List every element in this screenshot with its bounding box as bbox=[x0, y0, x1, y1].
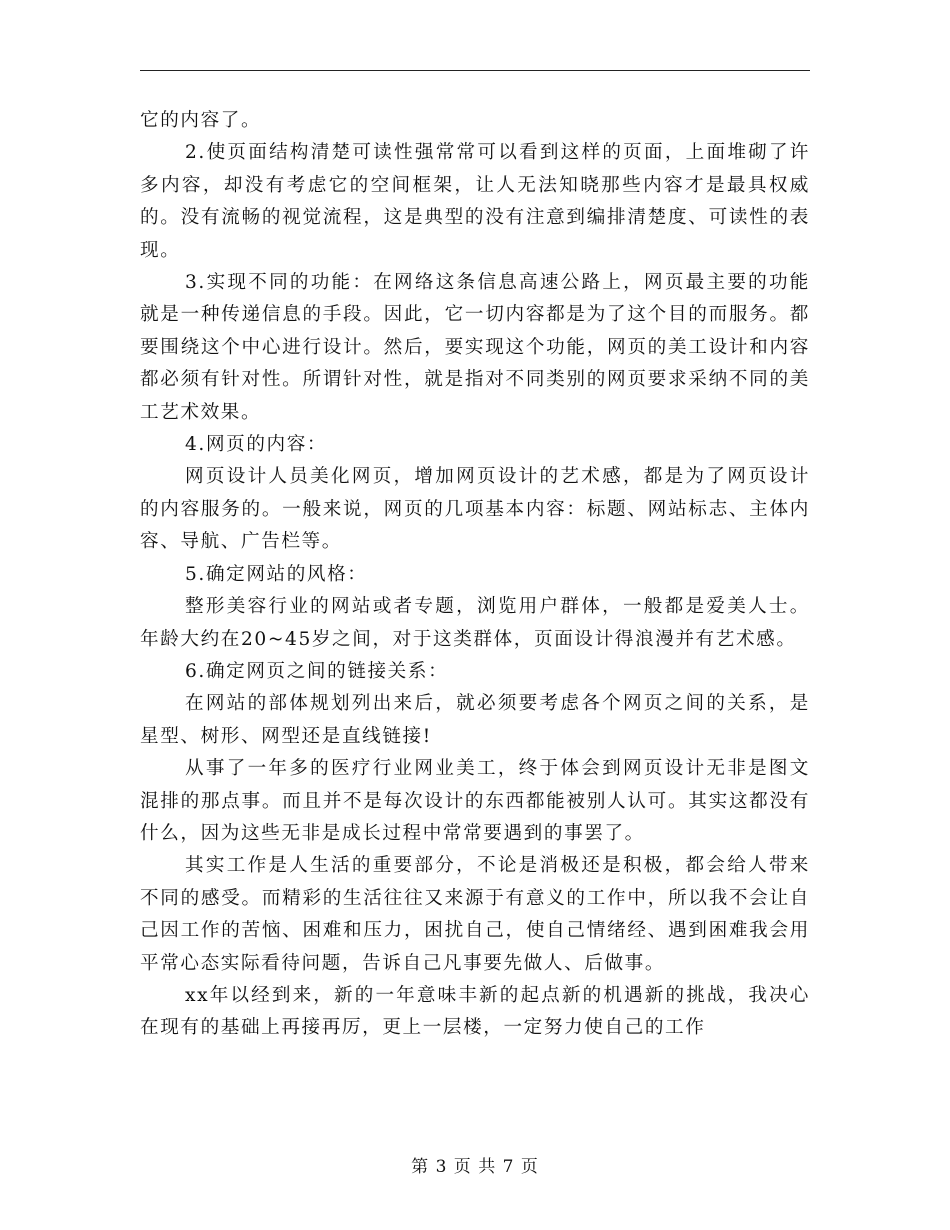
document-body bbox=[140, 105, 810, 1045]
paragraph-4: 4.网页的内容： bbox=[185, 434, 328, 456]
paragraph-5: 网页设计人员美化网页，增加网页设计的艺术感，都是为了网页设计的内容服务的。一般来说，网页的几项基本内容：标题、网站标志、主体内容、导航、广告栏等。 bbox=[140, 466, 810, 553]
paragraph-11: 其实工作是人生活的重要部分，不论是消极还是积极，都会给人带来不同的感受。而精彩的生活往往又来源于有意义的工作中，所以我不会让自己因工作的苦恼、困难和压力，困扰自己，使自己情绪经、遇到困难我会用平常心态实际看待问题，告诉自己凡事要先做人、后做事。 bbox=[140, 855, 810, 974]
paragraph-10: 从事了一年多的医疗行业网业美工，终于体会到网页设计无非是图文混排的那点事。而且并不是每次设计的东西都能被别人认可。其实这都没有什么，因为这些无非是成长过程中常常要遇到的事罢了。 bbox=[140, 758, 810, 844]
header-rule bbox=[140, 70, 810, 71]
paragraph-8: 6.确定网页之间的链接关系： bbox=[185, 660, 449, 682]
paragraph-1: 它的内容了。 bbox=[140, 110, 262, 131]
page-number-footer: 第 3 页 共 7 页 bbox=[411, 1157, 539, 1177]
paragraph-6: 5.确定网站的风格： bbox=[185, 563, 368, 585]
paragraph-12: xx年以经到来，新的一年意味丰新的起点新的机遇新的挑战，我决心在现有的基础上再接再厉，更上一层楼，一定努力使自己的工作 bbox=[140, 984, 810, 1039]
paragraph-2: 2.使页面结构清楚可读性强常常可以看到这样的页面，上面堆砌了许多内容，却没有考虑它的空间框架，让人无法知晓那些内容才是最具权威的。没有流畅的视觉流程，这是典型的没有注意到编排清楚度、可读性的表现。 bbox=[140, 142, 810, 261]
paragraph-9: 在网站的部体规划列出来后，就必须要考虑各个网页之间的关系，是星型、树形、网型还是直线链接! bbox=[140, 693, 810, 747]
paragraph-7: 整形美容行业的网站或者专题，浏览用户群体，一般都是爱美人士。年龄大约在20~45岁之间，对于这类群体，页面设计得浪漫并有艺术感。 bbox=[140, 596, 810, 650]
paragraph-3: 3.实现不同的功能：在网络这条信息高速公路上，网页最主要的功能就是一种传递信息的手段。因此，它一切内容都是为了这个目的而服务。都要围绕这个中心进行设计。然后，要实现这个功能，网页的美工设计和内容都必须有针对性。所谓针对性，就是指对不同类别的网页要求采纳不同的美工艺术效果。 bbox=[140, 272, 810, 423]
